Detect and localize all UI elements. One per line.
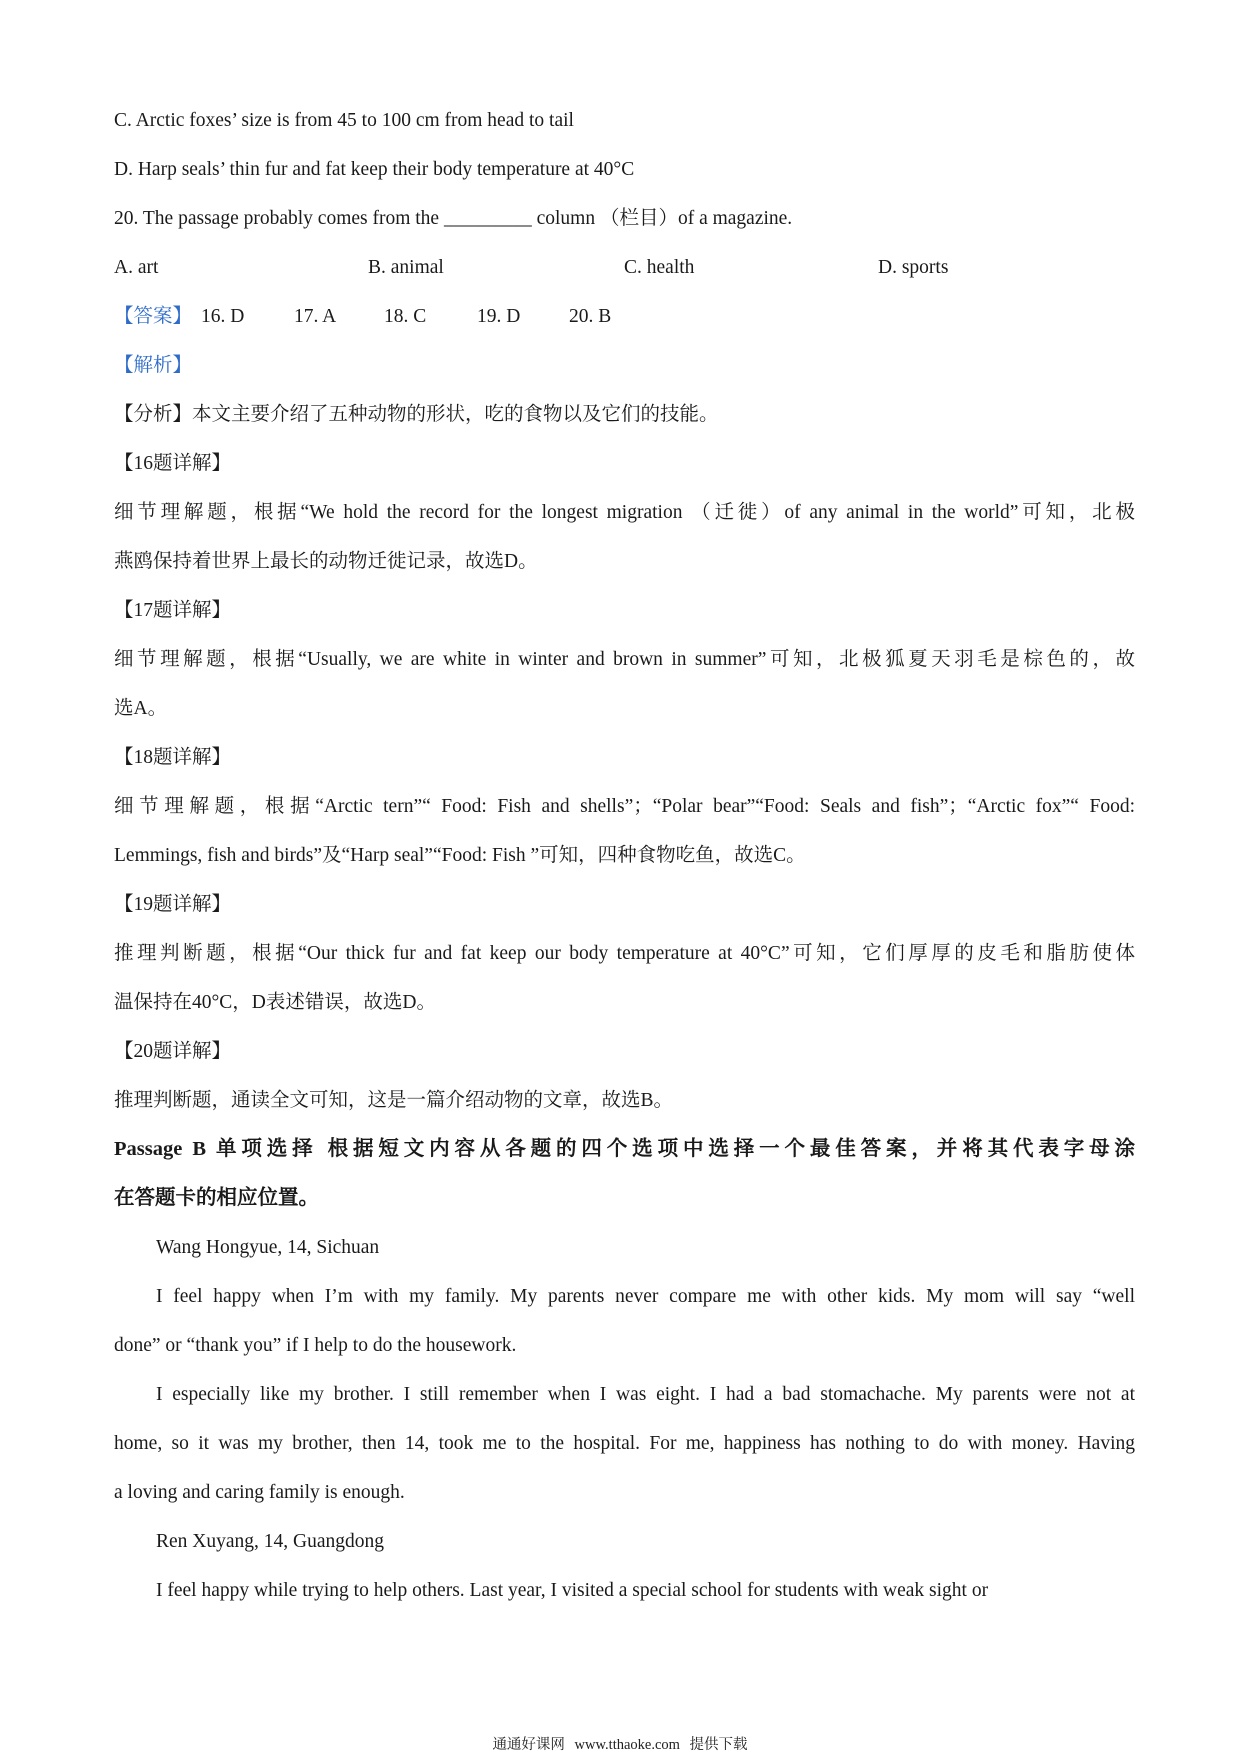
question-20-options [114, 243, 1135, 292]
analysis-summary: 【分析】本文主要介绍了五种动物的形状，吃的食物以及它们的技能。 [114, 404, 719, 425]
q18-line: Lemmings, fish and birds”及“Harp seal”“Food: Fish ”可知，四种食物吃鱼，故选C。 [114, 845, 806, 866]
option-c-q19: C. Arctic foxes’ size is from 45 to 100 cm from head to tail [114, 110, 574, 131]
answer-row [114, 292, 1135, 341]
q20-heading: 【20题详解】 [114, 1041, 232, 1062]
q17-heading: 【17题详解】 [114, 600, 232, 621]
option-d-q19: D. Harp seals’ thin fur and fat keep their body temperature at 40°C [114, 159, 635, 180]
writer-name: Wang Hongyue, 14, Sichuan [156, 1237, 380, 1258]
writer-name: Ren Xuyang, 14, Guangdong [156, 1531, 385, 1552]
option-a: A. art [114, 257, 159, 278]
q19-heading: 【19题详解】 [114, 894, 232, 915]
answer-item: 18. C [384, 306, 427, 327]
page-footer: 通通好课网 www.tthaoke.com 提供下载 [492, 1737, 748, 1753]
passage-line: a loving and caring family is enough. [114, 1482, 405, 1503]
passage-line: done” or “thank you” if I help to do the housework. [114, 1335, 517, 1356]
q18-heading: 【18题详解】 [114, 747, 232, 768]
q20-line: 推理判断题，通读全文可知，这是一篇介绍动物的文章，故选B。 [114, 1090, 674, 1111]
q17-line: 细节理解题，根据“Usually, we are white in winter and brown in summer”可知，北极狐夏天羽毛是棕色的，故 [114, 649, 1135, 670]
option-c: C. health [624, 257, 695, 278]
answer-label: 【答案】 [114, 306, 193, 327]
option-d: D. sports [878, 257, 949, 278]
answer-item: 19. D [477, 306, 521, 327]
passage-line: I feel happy when I’m with my family. My parents never compare me with other kids. My mom will say “well [156, 1286, 1135, 1307]
answer-item: 20. B [569, 306, 612, 327]
q18-line: 细节理解题，根据“Arctic tern”“ Food: Fish and shells”；“Polar bear”“Food: Seals and fish”；“Arctic fox”“ Food: [114, 796, 1135, 817]
option-b: B. animal [368, 257, 444, 278]
q19-line: 温保持在40°C，D表述错误，故选D。 [114, 992, 436, 1013]
answer-item: 17. A [294, 306, 337, 327]
passage-line: home, so it was my brother, then 14, took me to the hospital. For me, happiness has nothing to do with money. Having [114, 1433, 1135, 1454]
q17-line: 选A。 [114, 698, 168, 719]
q16-line: 燕鸥保持着世界上最长的动物迁徙记录，故选D。 [114, 551, 538, 572]
explanation-label: 【解析】 [114, 355, 193, 376]
document-body [114, 96, 1135, 1615]
passage-b-instruction: Passage B 单项选择 根据短文内容从各题的四个选项中选择一个最佳答案，并将其代表字母涂 [114, 1138, 1135, 1160]
answer-item: 16. D [201, 306, 245, 327]
passage-line: I especially like my brother. I still remember when I was eight. I had a bad stomachache. My parents were not at [156, 1384, 1135, 1405]
passage-b-instruction: 在答题卡的相应位置。 [114, 1187, 319, 1209]
passage-line: I feel happy while trying to help others. Last year, I visited a special school for students with weak sight or [156, 1580, 989, 1601]
question-20-stem: 20. The passage probably comes from the _________ column （栏目）of a magazine. [114, 208, 793, 229]
q16-heading: 【16题详解】 [114, 453, 232, 474]
q19-line: 推理判断题，根据“Our thick fur and fat keep our body temperature at 40°C”可知，它们厚厚的皮毛和脂肪使体 [114, 943, 1135, 964]
q16-line: 细节理解题，根据“We hold the record for the longest migration （迁徙）of any animal in the world”可知，北极 [114, 502, 1135, 523]
